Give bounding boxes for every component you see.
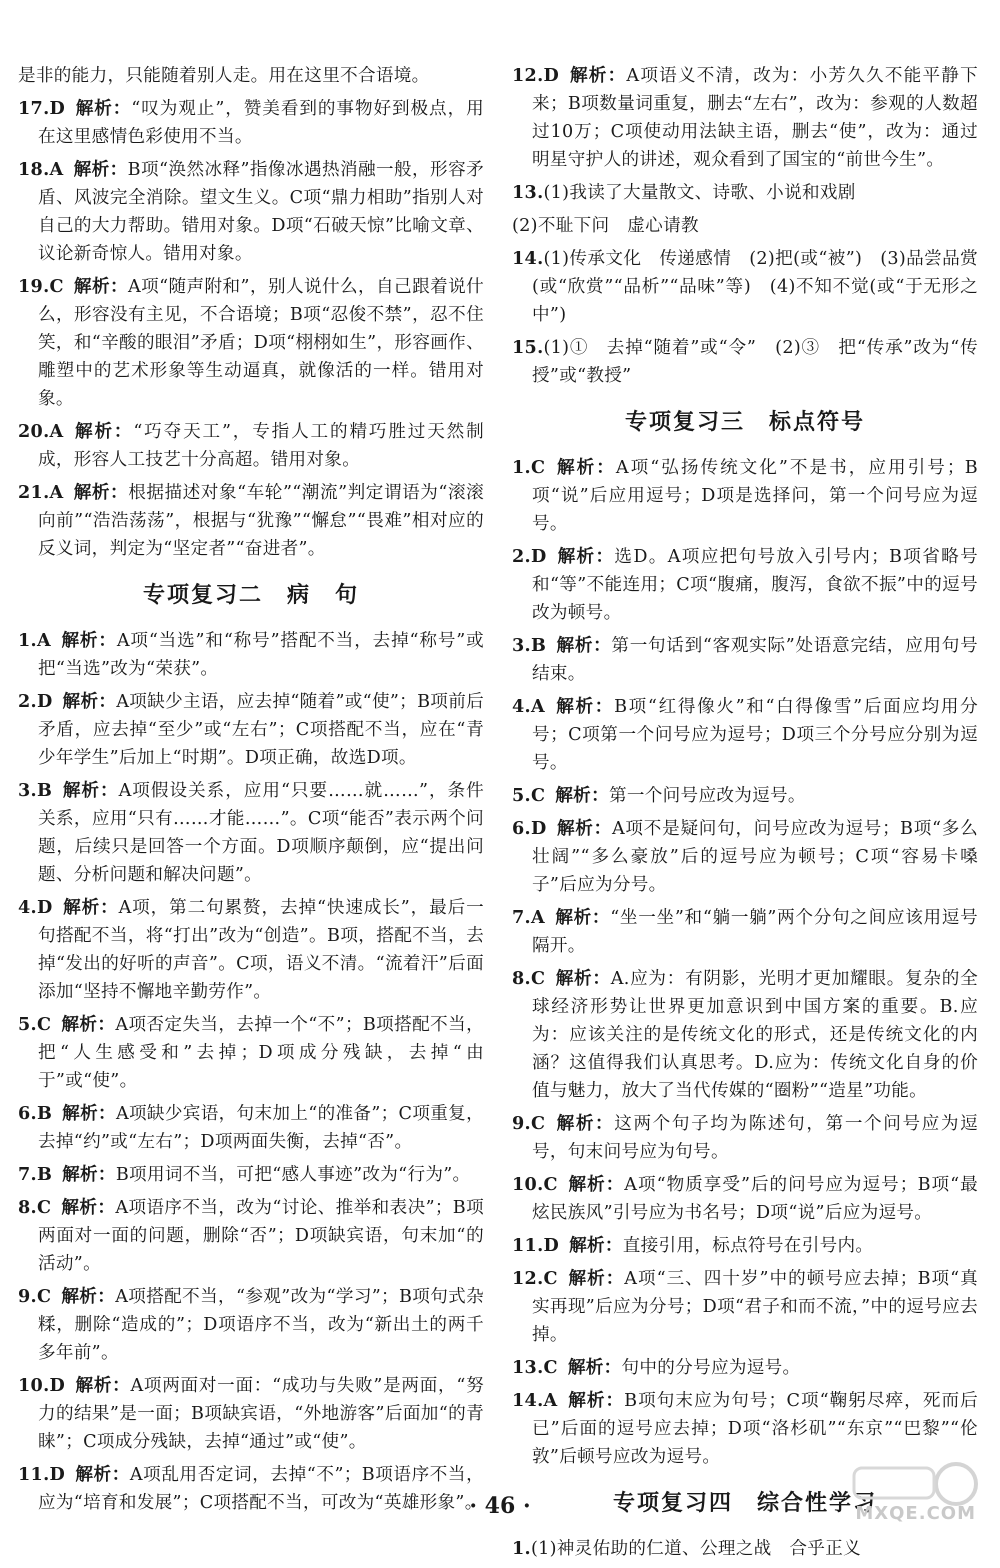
analysis-label: 解析： bbox=[555, 1113, 615, 1134]
answer-number: 2.D bbox=[18, 691, 53, 712]
answer-number: 14. bbox=[512, 248, 544, 269]
answer-number: 7.A bbox=[512, 907, 545, 928]
answer-text: “巧夺天工”，专指人工的精巧胜过天然制成，形容人工技艺十分高超。错用对象。 bbox=[38, 422, 484, 470]
answer-text: A项假设关系，应用“只要……就……”，条件关系，应用“只有……才能……”。C项“能否”表示两个问题，后续只是回答一个方面。D项顺序颠倒，应“提出问题、分析问题和解决问题”。 bbox=[38, 781, 485, 885]
answer-text: A项，第二句累赘，去掉“快速成长”，最后一句搭配不当，将“打出”改为“创造”。B项，搭配不当，去掉“发出的好听的声音”。C项，语义不清。“流着汗”后面添加“坚持不懈地辛勤劳作”。 bbox=[38, 898, 484, 1002]
left-column bbox=[18, 62, 484, 1522]
answer-text: 第一个问号应改为逗号。 bbox=[608, 786, 806, 806]
answer-number: 6.D bbox=[512, 818, 547, 839]
answer-item bbox=[18, 627, 484, 683]
analysis-label: 解析： bbox=[555, 785, 609, 806]
answer-number: 12.C bbox=[512, 1268, 558, 1289]
answer-text: “坐一坐”和“躺一躺”两个分句之间应该用逗号隔开。 bbox=[532, 908, 978, 956]
analysis-label: 解析： bbox=[569, 1235, 623, 1256]
answer-text: 第一句话到“客观实际”处语意完结，应用句号结束。 bbox=[532, 636, 978, 684]
analysis-label: 解析： bbox=[60, 630, 117, 651]
analysis-label: 解析： bbox=[567, 1390, 625, 1411]
answer-number: 8.C bbox=[18, 1197, 52, 1218]
answer-item bbox=[512, 815, 978, 899]
answer-item bbox=[18, 1011, 484, 1095]
answer-number: 8.C bbox=[512, 968, 546, 989]
answer-text: A项语序不当，改为“讨论、推举和表决”；B项两面对一面的问题，删除“否”；D项缺宾语，句末加“的活动”。 bbox=[38, 1198, 484, 1274]
answer-text: (1)① 去掉“随着”或“令” (2)③ 把“传承”改为“传授”或“教授” bbox=[532, 338, 978, 386]
answer-number: 13.C bbox=[512, 1357, 558, 1378]
answer-item bbox=[18, 1372, 484, 1456]
answer-number: 6.B bbox=[18, 1103, 53, 1124]
answer-number: 21.A bbox=[18, 482, 64, 503]
answer-number: 19.C bbox=[18, 276, 64, 297]
answer-number: 17.D bbox=[18, 98, 66, 119]
answer-text: B项句末应为句号；C项“鞠躬尽瘁，死而后已”后面的逗号应去掉；D项“洛杉矶”“东京”“巴黎”“伦敦”后顿号应改为逗号。 bbox=[532, 1391, 978, 1467]
analysis-label: 解析： bbox=[556, 546, 615, 567]
answer-item bbox=[512, 1535, 978, 1563]
analysis-label: 解析： bbox=[569, 65, 627, 86]
watermark-text: MXQE.COM bbox=[855, 1503, 976, 1524]
answer-number: 13. bbox=[512, 182, 544, 203]
answer-item bbox=[18, 1100, 484, 1156]
answer-item bbox=[18, 479, 484, 563]
analysis-label: 解析： bbox=[62, 1103, 116, 1124]
analysis-label: 解析： bbox=[75, 1464, 130, 1485]
answer-number: 1. bbox=[512, 1538, 531, 1559]
analysis-label: 解析： bbox=[73, 421, 134, 442]
answer-item bbox=[512, 1265, 978, 1349]
answer-item bbox=[512, 212, 978, 240]
answer-item bbox=[512, 965, 978, 1105]
answer-text: (1)我读了大量散文、诗歌、小说和戏剧 bbox=[543, 183, 856, 203]
answer-text: “叹为观止”，赞美看到的事物好到极点，用在这里感情色彩使用不当。 bbox=[38, 99, 484, 147]
analysis-label: 解析： bbox=[554, 907, 611, 928]
answer-item bbox=[512, 245, 978, 329]
answer-text: A项语义不清，改为：小芳久久不能平静下来；B项数量词重复，删去“左右”，改为：参观的人数超过10万；C项使动用法缺主语，删去“使”，改为：通过明星守护人的讲述，观众看到了国宝的“前世今生”。 bbox=[532, 66, 978, 170]
right-column bbox=[512, 62, 978, 1568]
answer-number: 3.B bbox=[512, 635, 547, 656]
watermark-logo bbox=[846, 1458, 986, 1528]
analysis-label: 解析： bbox=[62, 780, 119, 801]
answer-text: A项搭配不当，“参观”改为“学习”；B项句式杂糅，删除“造成的”；D项语序不当，改为“新出土的两千多年前”。 bbox=[38, 1287, 484, 1363]
answer-number: 15. bbox=[512, 337, 544, 358]
answer-item bbox=[18, 1194, 484, 1278]
analysis-label: 解析： bbox=[73, 276, 128, 297]
answer-number: 11.D bbox=[512, 1235, 560, 1256]
answer-text: B项用词不当，可把“感人事迹”改为“行为”。 bbox=[115, 1165, 471, 1185]
analysis-label: 解析： bbox=[61, 1014, 116, 1035]
answer-item bbox=[18, 1283, 484, 1367]
answer-number: 20.A bbox=[18, 421, 64, 442]
answer-number: 3.B bbox=[18, 780, 53, 801]
analysis-label: 解析： bbox=[75, 98, 132, 119]
answer-item bbox=[512, 693, 978, 777]
answer-text: 直接引用，标点符号在引号内。 bbox=[622, 1236, 874, 1256]
answer-text: A项“三、四十岁”中的顿号应去掉；B项“真实再现”后应为分号；D项“君子和而不流，”中的逗号应去掉。 bbox=[532, 1269, 978, 1345]
answer-number: 9.C bbox=[18, 1286, 52, 1307]
answer-number: 14.A bbox=[512, 1390, 558, 1411]
answer-text: 根据描述对象“车轮”“潮流”判定谓语为“滚滚向前”“浩浩荡荡”，根据与“犹豫”“懈怠”“畏难”相对应的反义词，判定为“坚定者”“奋进者”。 bbox=[38, 483, 484, 559]
answer-text: 是非的能力，只能随着别人走。用在这里不合语境。 bbox=[18, 66, 430, 86]
answer-item bbox=[512, 1354, 978, 1382]
analysis-label: 解析： bbox=[75, 1375, 131, 1396]
answer-text: A项“物质享受”后的问号应为逗号；B项“最炫民族风”引号应为书名号；D项“说”后应为逗号。 bbox=[532, 1175, 978, 1223]
answer-item bbox=[512, 632, 978, 688]
answer-item bbox=[18, 894, 484, 1006]
analysis-label: 解析： bbox=[556, 818, 612, 839]
answer-text: B项“涣然冰释”指像冰遇热消融一般，形容矛盾、风波完全消除。望文生义。C项“鼎力相助”指别人对自己的大力帮助。错用对象。D项“石破天惊”比喻文章、议论新奇惊人。错用对象。 bbox=[38, 160, 484, 264]
answer-item bbox=[512, 904, 978, 960]
answer-text: 选D。A项应把句号放入引号内；B项省略号和“等”不能连用；C项“腹痛，腹泻，食欲不振”中的逗号改为顿号。 bbox=[532, 547, 978, 623]
answer-item bbox=[512, 179, 978, 207]
answer-item bbox=[512, 782, 978, 810]
analysis-label: 解析： bbox=[556, 635, 612, 656]
answer-text: 句中的分号应为逗号。 bbox=[621, 1358, 801, 1378]
answer-number: 10.D bbox=[18, 1375, 66, 1396]
answer-item bbox=[18, 418, 484, 474]
answer-item bbox=[512, 454, 978, 538]
answer-item bbox=[18, 156, 484, 268]
answer-number: 1.C bbox=[512, 457, 546, 478]
answer-text: (1)神灵佑助的仁道、公理之战 合乎正义 bbox=[530, 1539, 861, 1559]
answer-text: (1)传承文化 传递感情 (2)把(或“被”) (3)品尝品赏(或“欣赏”“品析”“品味”等) (4)不知不觉(或“于无形之中”) bbox=[532, 249, 978, 325]
answer-item bbox=[512, 1171, 978, 1227]
answer-number: 7.B bbox=[18, 1164, 53, 1185]
answer-number: 9.C bbox=[512, 1113, 546, 1134]
answer-number: 5.C bbox=[18, 1014, 52, 1035]
answer-item bbox=[18, 62, 484, 90]
answer-text: A项缺少宾语，句末加上“的准备”；C项重复，去掉“约”或“左右”；D项两面失衡，去掉“否”。 bbox=[38, 1104, 484, 1152]
analysis-label: 解析： bbox=[567, 1268, 625, 1289]
answer-item bbox=[18, 777, 484, 889]
answer-text: A项“弘扬传统文化”不是书，应用引号；B项“说”后应用逗号；D项是选择问，第一个问号应为逗号。 bbox=[532, 458, 978, 534]
answer-item bbox=[18, 95, 484, 151]
answer-number: 10.C bbox=[512, 1174, 558, 1195]
answer-text: A项两面对一面：“成功与失败”是两面，“努力的结果”是一面；B项缺宾语，“外地游客”后面加“的青睐”；C项成分残缺，去掉“通过”或“使”。 bbox=[38, 1376, 484, 1452]
answer-number: 18.A bbox=[18, 159, 64, 180]
answer-number: 1.A bbox=[18, 630, 51, 651]
answer-text: A项乱用否定词，去掉“不”；B项语序不当，应为“培育和发展”；C项搭配不当，可改为“英雄形象”。 bbox=[38, 1465, 484, 1513]
answer-number: 4.A bbox=[512, 696, 545, 717]
answer-number: 2.D bbox=[512, 546, 547, 567]
answer-item bbox=[512, 1110, 978, 1166]
analysis-label: 解析： bbox=[73, 159, 128, 180]
answer-text: B项“红得像火”和“白得像雪”后面应均用分号；C项第一个问号应为逗号；D项三个分号应分别为逗号。 bbox=[532, 697, 978, 773]
answer-text: (2)不耻下问 虚心请教 bbox=[512, 216, 699, 236]
answer-item bbox=[18, 273, 484, 413]
answer-item bbox=[512, 62, 978, 174]
section-heading: 专项复习四 综合性学习 bbox=[612, 1491, 877, 1516]
answer-text: A项否定失当，去掉一个“不”；B项搭配不当，把“人生感受和”去掉；D项成分残缺，去掉“由于”或“使”。 bbox=[38, 1015, 484, 1091]
answer-item bbox=[18, 1161, 484, 1189]
analysis-label: 解析： bbox=[567, 1357, 622, 1378]
analysis-label: 解析： bbox=[62, 691, 117, 712]
answer-text: A项“当选”和“称号”搭配不当，去掉“称号”或把“当选”改为“荣获”。 bbox=[38, 631, 484, 679]
answer-text: A项不是疑问句，问号应改为逗号；B项“多么壮阔”“多么豪放”后的逗号应为顿号；C项“容易卡嗓子”后应为分号。 bbox=[532, 819, 978, 895]
section-heading: 专项复习二 病 句 bbox=[142, 583, 359, 608]
answer-number: 5.C bbox=[512, 785, 546, 806]
analysis-label: 解析： bbox=[61, 1197, 116, 1218]
answer-number: 11.D bbox=[18, 1464, 66, 1485]
answer-text: A.应为：有阴影，光明才更加耀眼。复杂的全球经济形势让世界更加意识到中国方案的重要。B.应为：应该关注的是传统文化的形式，还是传统文化的内涵？这值得我们认真思考。D.应为：传统文化自身的价值与魅力，放大了当代传媒的“圈粉”“造星”功能。 bbox=[532, 969, 978, 1101]
answer-text: A项缺少主语，应去掉“随着”或“使”；B项前后矛盾，应去掉“至少”或“左右”；C项搭配不当，应在“青少年学生”后加上“时期”。D项正确，故选D项。 bbox=[38, 692, 485, 768]
answer-text: 这两个句子均为陈述句，第一个问号应为逗号，句末问号应为句号。 bbox=[532, 1114, 978, 1162]
analysis-label: 解析： bbox=[555, 457, 616, 478]
page-number: · 46 · bbox=[469, 1493, 531, 1519]
answer-item bbox=[18, 688, 484, 772]
analysis-label: 解析： bbox=[62, 897, 119, 918]
analysis-label: 解析： bbox=[567, 1174, 625, 1195]
answer-item bbox=[512, 1232, 978, 1260]
answer-item bbox=[512, 334, 978, 390]
analysis-label: 解析： bbox=[554, 696, 615, 717]
answer-item bbox=[512, 543, 978, 627]
analysis-label: 解析： bbox=[73, 482, 129, 503]
answer-number: 12.D bbox=[512, 65, 560, 86]
analysis-label: 解析： bbox=[61, 1286, 116, 1307]
analysis-label: 解析： bbox=[555, 968, 611, 989]
answer-number: 4.D bbox=[18, 897, 53, 918]
analysis-label: 解析： bbox=[62, 1164, 116, 1185]
answer-text: A项“随声附和”，别人说什么，自己跟着说什么，形容没有主见，不合语境；B项“忍俊不禁”，忍不住笑，和“辛酸的眼泪”矛盾；D项“栩栩如生”，形容画作、雕塑中的艺术形象等生动逼真，就像活的一样。错用对象。 bbox=[38, 277, 484, 409]
section-heading: 专项复习三 标点符号 bbox=[624, 410, 865, 435]
